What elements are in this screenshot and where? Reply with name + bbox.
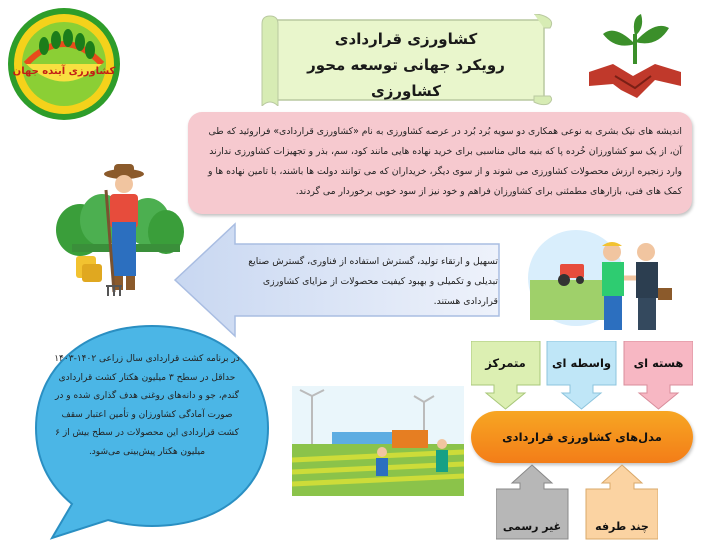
logo — [4, 4, 124, 124]
intro-text: اندیشه های نیک بشری به نوعی همکاری دو سویه بُرد بُرد در عرصه کشاورزی به نام «کشاورزی قراردادی» فراروئید که طی آن، از یک سو کشاورزان خُرده پا که بنیه مالی مناسبی برای خرید نهاده هایی مانند کود، سم، بذر و تجهیزات کشاورزی ندارند وارد زنجیره ارزش محصولات کشاورزی می شوند و از سوی دیگر، خریداران که می توانند دولت ها باشند، با تامین نهاده ها و کمک های فنی، بازارهای مطمئنی برای کشاورزان فراهم و خود نیز از سود خوبی برخوردار می گردند. — [207, 126, 682, 197]
benefits-text: تسهیل و ارتقاء تولید، گسترش استفاده از فناوری، گسترش صنایع تبدیلی و تکمیلی و بهبود کیفیت محصولات از مزایای کشاورزی قراردادی هستند. — [248, 256, 498, 307]
title-line-2: رویکرد جهانی توسعه محور کشاورزی — [307, 56, 505, 100]
model-type-multipartite: چند طرفه — [595, 520, 649, 533]
farm-field-illustration — [292, 386, 464, 496]
model-type-nuclear: هسته ای — [633, 356, 684, 370]
model-type-intermediary: واسطه ای — [551, 356, 612, 370]
model-type-centralized: متمرکز — [485, 356, 526, 370]
logo-text: کشاورزی آینده جهان — [12, 66, 116, 77]
program-text: در برنامه کشت قراردادی سال زراعی ۱۴۰۲-۱۴۰۳ حداقل در سطح ۳ میلیون هکتار کشت قراردادی گندم، جو و دانه‌های روغنی هدف گذاری شده و در صورت آمادگی کشاورزان و تأمین اعتبار سقف کشت قراردادی این محصولات در سطح بیش از ۶ میلیون هکتار پیش‌بینی می‌شود. — [54, 354, 240, 457]
handshake-plant-icon — [585, 14, 685, 106]
contract-farming-models-label: مدل‌های کشاورزی قراردادی — [471, 411, 693, 463]
handshake-illustration — [520, 226, 690, 332]
farmer-illustration — [52, 160, 186, 302]
title-line-1: کشاورزی قراردادی — [334, 30, 478, 48]
model-type-informal: غیر رسمی — [502, 520, 562, 533]
page-title — [272, 26, 540, 104]
